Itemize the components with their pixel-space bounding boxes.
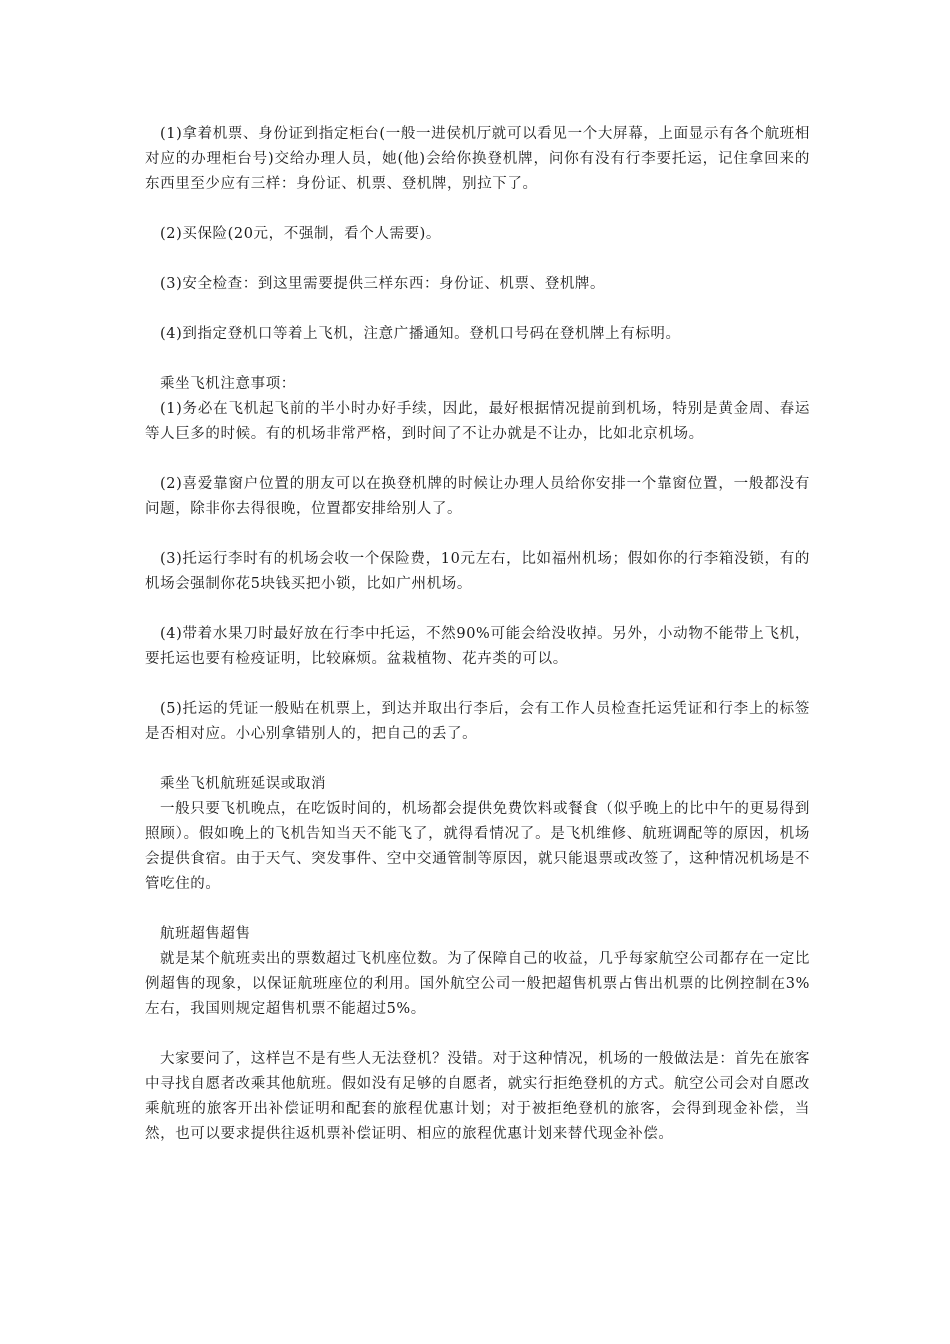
boarding-step-3: (3)安全检查：到这里需要提供三样东西：身份证、机票、登机牌。	[160, 276, 606, 292]
boarding-step-4: (4)到指定登机口等着上飞机，注意广播通知。登机口号码在登机牌上有标明。	[160, 326, 681, 342]
delay-heading: 乘坐飞机航班延误或取消	[160, 776, 327, 792]
document-page	[145, 122, 810, 1172]
oversell-body: 就是某个航班卖出的票数超过飞机座位数。为了保障自己的收益，几乎每家航空公司都存在一定比例超售的现象，以保证航班座位的利用。国外航空公司一般把超售机票占售出机票的比例控制在3%左右，我国则规定超售机票不能超过5%。	[145, 951, 810, 1017]
note-item-2: (2)喜爱靠窗户位置的朋友可以在换登机牌的时候让办理人员给你安排一个靠窗位置，一般都没有问题，除非你去得很晚，位置都安排给别人了。	[145, 476, 810, 517]
note-item-4: (4)带着水果刀时最好放在行李中托运，不然90%可能会给没收掉。另外，小动物不能带上飞机，要托运也要有检疫证明，比较麻烦。盆栽植物、花卉类的可以。	[145, 626, 810, 667]
boarding-step-1: (1)拿着机票、身份证到指定柜台(一般一进侯机厅就可以看见一个大屏幕，上面显示有各个航班相对应的办理柜台号)交给办理人员，她(他)会给你换登机牌，问你有没有行李要托运，记住拿回来的东西里至少应有三样：身份证、机票、登机牌，别拉下了。	[145, 126, 810, 192]
oversell-followup: 大家要问了，这样岂不是有些人无法登机？没错。对于这种情况，机场的一般做法是：首先在旅客中寻找自愿者改乘其他航班。假如没有足够的自愿者，就实行拒绝登机的方式。航空公司会对自愿改乘航班的旅客开出补偿证明和配套的旅程优惠计划；对于被拒绝登机的旅客，会得到现金补偿，当然，也可以要求提供往返机票补偿证明、相应的旅程优惠计划来替代现金补偿。	[145, 1051, 810, 1142]
note-item-1: (1)务必在飞机起飞前的半小时办好手续，因此，最好根据情况提前到机场，特别是黄金周、春运等人巨多的时候。有的机场非常严格，到时间了不让办就是不让办，比如北京机场。	[145, 401, 810, 442]
note-item-3: (3)托运行李时有的机场会收一个保险费，10元左右，比如福州机场；假如你的行李箱没锁，有的机场会强制你花5块钱买把小锁，比如广州机场。	[145, 551, 810, 592]
boarding-step-2: (2)买保险(20元，不强制，看个人需要)。	[160, 226, 442, 242]
oversell-heading: 航班超售超售	[160, 926, 251, 942]
note-item-5: (5)托运的凭证一般贴在机票上，到达并取出行李后，会有工作人员检查托运凭证和行李上的标签是否相对应。小心别拿错别人的，把自己的丢了。	[145, 701, 810, 742]
notes-heading: 乘坐飞机注意事项：	[160, 376, 296, 392]
delay-body: 一般只要飞机晚点，在吃饭时间的，机场都会提供免费饮料或餐食（似乎晚上的比中午的更易得到照顾）。假如晚上的飞机告知当天不能飞了，就得看情况了。是飞机维修、航班调配等的原因，机场会提供食宿。由于天气、突发事件、空中交通管制等原因，就只能退票或改签了，这种情况机场是不管吃住的。	[145, 801, 810, 892]
